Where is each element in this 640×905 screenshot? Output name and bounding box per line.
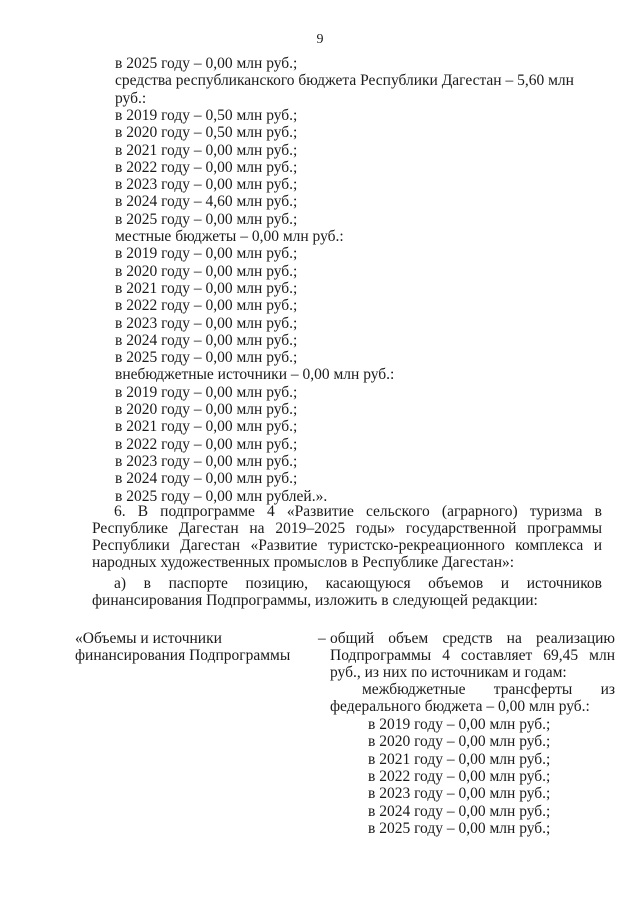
list-line: в 2021 году – 0,00 млн руб.; [115, 418, 298, 436]
list-line: в 2023 году – 0,00 млн руб.; [115, 452, 298, 470]
list-line: в 2023 году – 0,00 млн руб.; [115, 176, 298, 194]
list-line: средства республиканского бюджета Республики Дагестан – 5,60 млн [115, 72, 574, 90]
list-line: в 2022 году – 0,00 млн руб.; [115, 435, 298, 453]
table-transfers-text: межбюджетные трансферты из федерального бюджета – 0,00 млн руб.: [330, 681, 615, 715]
list-line: в 2024 году – 0,00 млн руб.; [115, 470, 298, 488]
paragraph-a [92, 575, 602, 609]
list-line: в 2021 году – 0,00 млн руб.; [115, 279, 298, 297]
list-line: в 2020 году – 0,50 млн руб.; [115, 124, 298, 142]
list-line: в 2020 году – 0,00 млн руб.; [115, 262, 298, 280]
list-line: в 2025 году – 0,00 млн руб.; [115, 349, 298, 367]
list-line: в 2019 году – 0,50 млн руб.; [115, 106, 298, 124]
table-left-cell: «Объемы и источники финансирования Подпрограммы [75, 630, 291, 664]
list-line: в 2020 году – 0,00 млн руб.; [115, 401, 298, 418]
list-line: в 2024 году – 4,60 млн руб.; [115, 193, 298, 211]
table-year-line: в 2025 году – 0,00 млн руб.; [368, 819, 551, 837]
list-line: в 2022 году – 0,00 млн руб.; [115, 297, 298, 315]
table-year-line: в 2023 году – 0,00 млн руб.; [368, 785, 551, 803]
table-total-text: общий объем средств на реализацию Подпрограммы 4 составляет 69,45 млн руб., из них по источникам и годам: [330, 630, 615, 681]
table-year-line: в 2019 году – 0,00 млн руб.; [368, 716, 551, 733]
list-line: в 2023 году – 0,00 млн руб.; [115, 314, 298, 332]
list-line: руб.: [115, 89, 147, 107]
list-line: в 2024 году – 0,00 млн руб.; [115, 331, 298, 349]
table-year-line: в 2021 году – 0,00 млн руб.; [368, 750, 551, 768]
list-line: в 2025 году – 0,00 млн рублей.». [115, 487, 328, 505]
page-number: 9 [316, 32, 324, 47]
list-line: в 2025 году – 0,00 млн руб.; [115, 210, 298, 228]
list-line: в 2025 году – 0,00 млн руб.; [115, 55, 298, 72]
table-dash: – [318, 630, 326, 647]
table-year-line: в 2020 году – 0,00 млн руб.; [368, 733, 551, 751]
list-line: внебюджетные источники – 0,00 млн руб.: [115, 366, 395, 384]
table-year-line: в 2024 году – 0,00 млн руб.; [368, 802, 551, 820]
list-line: в 2019 году – 0,00 млн руб.; [115, 383, 298, 401]
list-line: местные бюджеты – 0,00 млн руб.: [115, 228, 344, 245]
paragraph-6 [92, 503, 602, 571]
table-right-cell [330, 630, 615, 715]
list-line: в 2019 году – 0,00 млн руб.; [115, 245, 298, 263]
paragraph-a-text: а) в паспорте позицию, касающуюся объемов и источников финансирования Подпрограммы, изложить в следующей редакции: [92, 575, 602, 609]
table-year-line: в 2022 году – 0,00 млн руб.; [368, 767, 551, 785]
paragraph-6-text: 6. В подпрограмме 4 «Развитие сельского (аграрного) туризма в Республике Дагестан на 2019–2025 годы» государственной программы Республики Дагестан «Развитие туристско-рекреационного комплекса и народных художественных промыслов в Республике Дагестан»: [92, 503, 602, 571]
list-line: в 2021 году – 0,00 млн руб.; [115, 141, 298, 159]
list-line: в 2022 году – 0,00 млн руб.; [115, 158, 298, 176]
